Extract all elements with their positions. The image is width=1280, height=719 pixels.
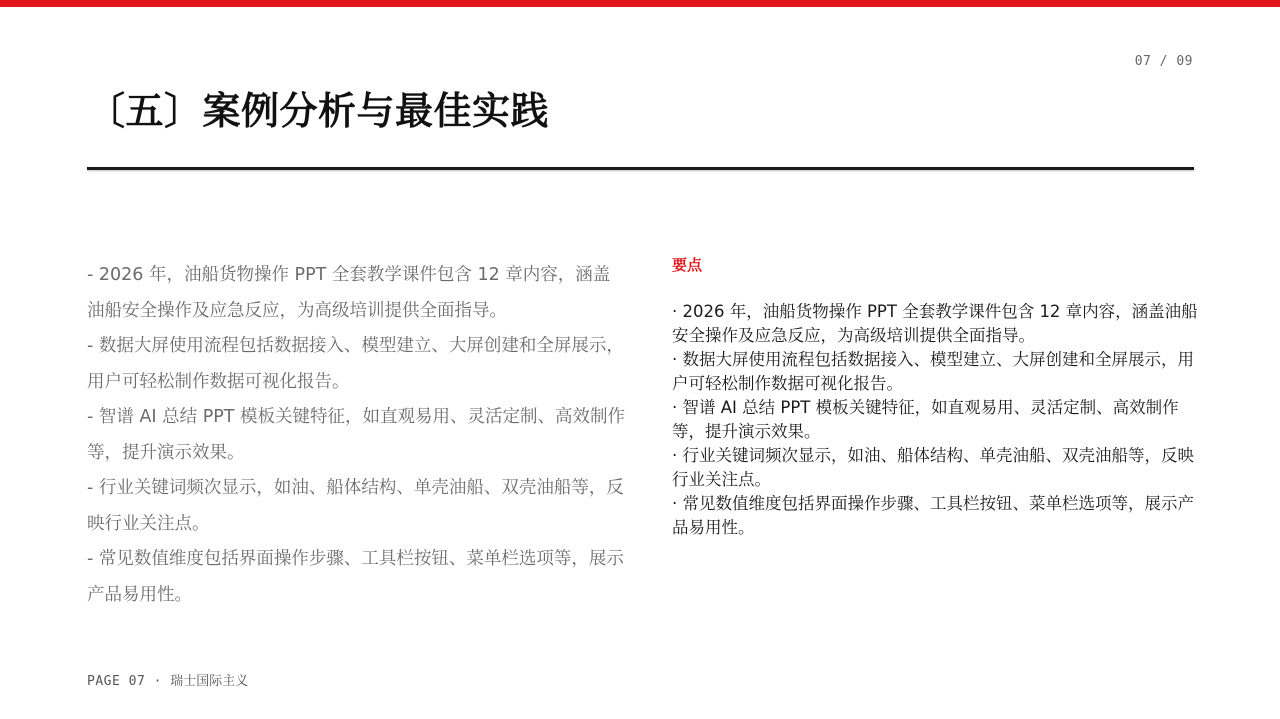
- key-point-item: · 常见数值维度包括界面操作步骤、工具栏按钮、菜单栏选项等，展示产品易用性。: [672, 494, 1194, 537]
- key-point-item: · 智谱 AI 总结 PPT 模板关键特征，如直观易用、灵活定制、高效制作等，提升演示效果。: [672, 398, 1179, 441]
- body-paragraph: - 智谱 AI 总结 PPT 模板关键特征，如直观易用、灵活定制、高效制作等，提升演示效果。: [87, 407, 626, 463]
- body-paragraph: - 行业关键词频次显示，如油、船体结构、单壳油船、双壳油船等，反映行业关注点。: [87, 478, 624, 534]
- footer: [87, 670, 248, 689]
- key-point-item: · 2026 年，油船货物操作 PPT 全套教学课件包含 12 章内容，涵盖油船安全操作及应急反应，为高级培训提供全面指导。: [672, 302, 1198, 345]
- footer-page-label: PAGE 07 ·: [87, 674, 171, 689]
- body-paragraph: - 常见数值维度包括界面操作步骤、工具栏按钮、菜单栏选项等，展示产品易用性。: [87, 549, 624, 605]
- footer-org: 瑞士国际主义: [170, 674, 249, 689]
- key-points-heading: 要点: [672, 256, 703, 274]
- title-divider: [87, 167, 1194, 170]
- body-paragraph: - 2026 年，油船货物操作 PPT 全套教学课件包含 12 章内容，涵盖油船安全操作及应急反应，为高级培训提供全面指导。: [87, 265, 611, 321]
- key-point-item: · 行业关键词频次显示，如油、船体结构、单壳油船、双壳油船等，反映行业关注点。: [672, 446, 1194, 489]
- key-point-item: · 数据大屏使用流程包括数据接入、模型建立、大屏创建和全屏展示，用户可轻松制作数据可视化报告。: [672, 350, 1194, 393]
- left-column-body: [87, 258, 627, 613]
- key-points-panel: [672, 254, 1202, 540]
- slide-title: 〔五〕案例分析与最佳实践: [87, 89, 550, 133]
- top-accent-bar: [0, 0, 1280, 7]
- key-points-list: [672, 300, 1202, 540]
- body-paragraph: - 数据大屏使用流程包括数据接入、模型建立、大屏创建和全屏展示，用户可轻松制作数据可视化报告。: [87, 336, 624, 392]
- page-counter: 07 / 09: [1134, 54, 1193, 69]
